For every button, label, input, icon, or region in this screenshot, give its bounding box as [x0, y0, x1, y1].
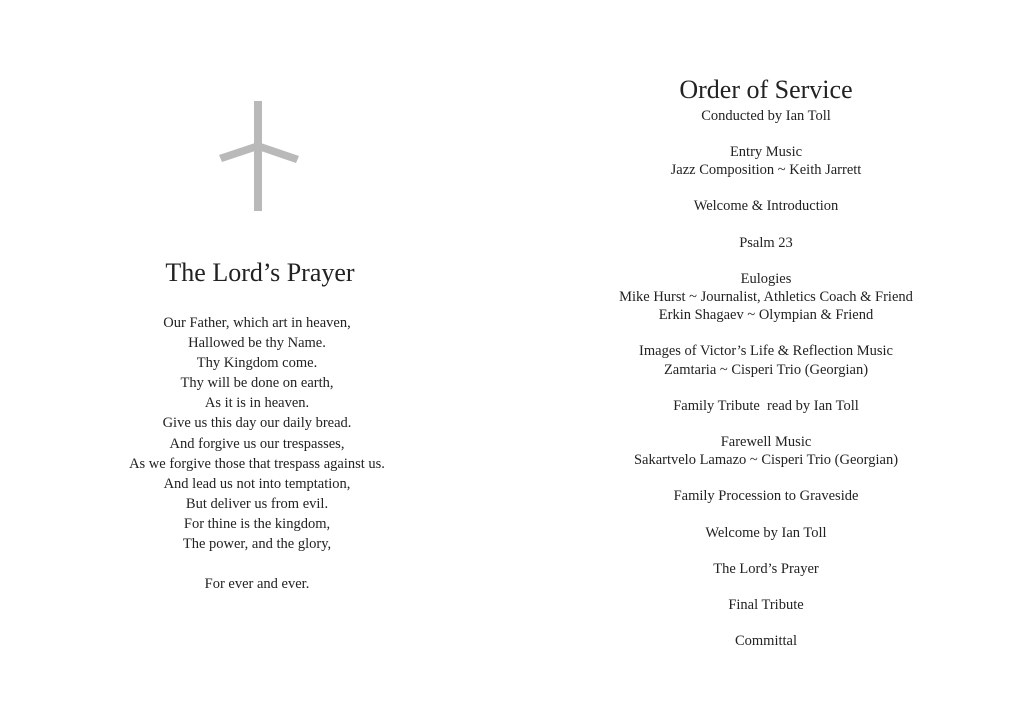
prayer-line: But deliver us from evil.	[185, 495, 329, 512]
service-item	[512, 632, 1020, 650]
prayer-line: For thine is the kingdom,	[183, 515, 331, 532]
service-item-heading: Images of Victor’s Life & Reflection Music	[639, 343, 893, 360]
service-item	[512, 270, 1020, 325]
service-item-detail: Zamtaria ~ Cisperi Trio (Georgian)	[663, 361, 869, 378]
service-item-heading: Family Tribute read by Ian Toll	[673, 397, 859, 414]
service-item-heading: The Lord’s Prayer	[713, 560, 819, 577]
cross-icon	[208, 95, 308, 220]
right-page	[512, 0, 1024, 724]
service-items-list	[512, 143, 1020, 668]
prayer-text	[0, 313, 514, 594]
service-item-heading: Psalm 23	[739, 234, 793, 251]
service-item	[512, 197, 1020, 215]
service-item	[512, 342, 1020, 378]
prayer-line: And forgive us our trespasses,	[169, 435, 345, 452]
service-item	[512, 596, 1020, 614]
service-item	[512, 433, 1020, 469]
service-subtitle: Conducted by Ian Toll	[701, 108, 831, 124]
service-item-heading: Final Tribute	[728, 597, 804, 614]
service-item-heading: Entry Music	[729, 144, 803, 160]
prayer-line: Our Father, which art in heaven,	[163, 315, 351, 331]
prayer-line: The power, and the glory,	[182, 536, 332, 553]
prayer-line: Thy will be done on earth,	[180, 375, 334, 392]
prayer-line: Hallowed be thy Name.	[188, 335, 326, 352]
prayer-closing-line: For ever and ever.	[204, 576, 310, 593]
service-item	[512, 487, 1020, 505]
service-item-heading: Committal	[734, 633, 798, 650]
prayer-title: The Lord’s Prayer	[165, 258, 355, 287]
service-item	[512, 234, 1020, 252]
prayer-line: As it is in heaven.	[204, 395, 310, 412]
service-item	[512, 397, 1020, 415]
service-item-detail: Erkin Shagaev ~ Olympian & Friend	[658, 307, 874, 324]
service-item	[512, 524, 1020, 542]
service-item-detail: Mike Hurst ~ Journalist, Athletics Coach & Friend	[619, 289, 913, 306]
prayer-line: As we forgive those that trespass against us.	[129, 455, 385, 472]
service-item	[512, 560, 1020, 578]
prayer-line: Thy Kingdom come.	[196, 355, 318, 372]
service-item-heading: Eulogies	[740, 270, 792, 287]
service-item	[512, 143, 1020, 179]
service-item-heading: Welcome & Introduction	[693, 198, 839, 215]
service-item-heading: Farewell Music	[720, 434, 812, 451]
service-title: Order of Service	[679, 75, 853, 104]
service-item-heading: Welcome by Ian Toll	[705, 524, 827, 541]
cross-vertical-beam	[254, 101, 262, 211]
prayer-line: Give us this day our daily bread.	[162, 415, 352, 432]
prayer-line: And lead us not into temptation,	[163, 475, 351, 492]
service-item-heading: Family Procession to Graveside	[673, 488, 859, 505]
service-item-detail: Sakartvelo Lamazo ~ Cisperi Trio (Georgian)	[633, 452, 899, 469]
service-item-detail: Jazz Composition ~ Keith Jarrett	[670, 162, 862, 179]
